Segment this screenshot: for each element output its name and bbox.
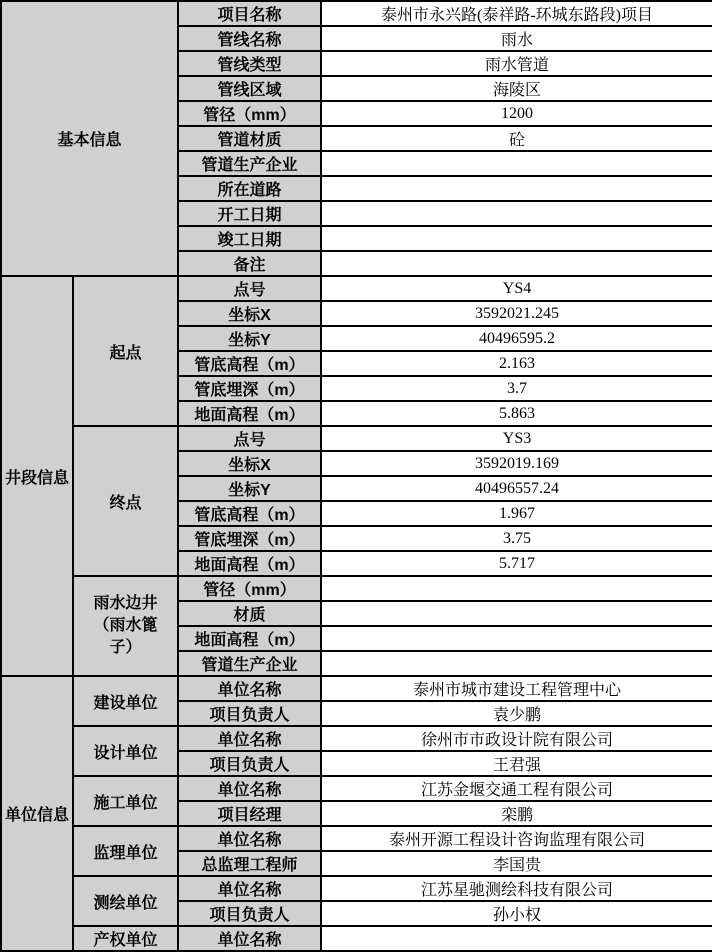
field-value: 2.163 bbox=[321, 351, 712, 376]
field-value: 泰州市城市建设工程管理中心 bbox=[321, 676, 712, 701]
field-value: 40496557.24 bbox=[321, 476, 712, 501]
field-label: 单位名称 bbox=[178, 876, 321, 901]
section-unit-info: 单位信息 bbox=[1, 676, 73, 951]
field-label: 管底埋深（m） bbox=[178, 376, 321, 401]
field-label: 地面高程（m） bbox=[178, 626, 321, 651]
field-label: 管底埋深（m） bbox=[178, 526, 321, 551]
field-value: 砼 bbox=[321, 126, 712, 151]
field-value bbox=[321, 151, 712, 176]
field-label: 开工日期 bbox=[178, 201, 321, 226]
field-label: 项目负责人 bbox=[178, 901, 321, 926]
field-value: 袁少鹏 bbox=[321, 701, 712, 726]
field-label: 项目名称 bbox=[178, 1, 321, 26]
field-label: 单位名称 bbox=[178, 826, 321, 851]
field-label: 点号 bbox=[178, 426, 321, 451]
field-value: YS4 bbox=[321, 276, 712, 301]
section-basic-info: 基本信息 bbox=[1, 1, 178, 276]
field-value: 40496595.2 bbox=[321, 326, 712, 351]
field-value: 栾鹏 bbox=[321, 801, 712, 826]
group-construction-unit: 施工单位 bbox=[73, 776, 178, 826]
field-value bbox=[321, 626, 712, 651]
field-value: 孙小权 bbox=[321, 901, 712, 926]
field-label: 坐标Y bbox=[178, 476, 321, 501]
field-value: 3592021.245 bbox=[321, 301, 712, 326]
field-label: 管径（mm） bbox=[178, 576, 321, 601]
field-value bbox=[321, 601, 712, 626]
field-value bbox=[321, 576, 712, 601]
field-value: 1200 bbox=[321, 101, 712, 126]
field-value: 雨水管道 bbox=[321, 51, 712, 76]
group-start-point: 起点 bbox=[73, 276, 178, 426]
field-value bbox=[321, 226, 712, 251]
field-value: 3592019.169 bbox=[321, 451, 712, 476]
field-value: 5.863 bbox=[321, 401, 712, 426]
field-value: 李国贵 bbox=[321, 851, 712, 876]
group-rainwater-gully-well: 雨水边井（雨水篦子） bbox=[73, 576, 178, 676]
group-surveying-unit: 测绘单位 bbox=[73, 876, 178, 926]
field-label: 管底高程（m） bbox=[178, 351, 321, 376]
field-value bbox=[321, 251, 712, 276]
field-value: 3.75 bbox=[321, 526, 712, 551]
field-label: 单位名称 bbox=[178, 776, 321, 801]
field-label: 坐标Y bbox=[178, 326, 321, 351]
field-value: 泰州市永兴路(泰祥路-环城东路段)项目 bbox=[321, 1, 712, 26]
field-value bbox=[321, 651, 712, 676]
field-label: 坐标X bbox=[178, 451, 321, 476]
field-value: 江苏金堰交通工程有限公司 bbox=[321, 776, 712, 801]
field-value: 1.967 bbox=[321, 501, 712, 526]
field-label: 管道生产企业 bbox=[178, 651, 321, 676]
group-design-unit: 设计单位 bbox=[73, 726, 178, 776]
field-value bbox=[321, 176, 712, 201]
group-supervision-unit: 监理单位 bbox=[73, 826, 178, 876]
field-value: 王君强 bbox=[321, 751, 712, 776]
group-construction-owner-unit: 建设单位 bbox=[73, 676, 178, 726]
field-value bbox=[321, 201, 712, 226]
field-label: 管线名称 bbox=[178, 26, 321, 51]
field-label: 管径（mm） bbox=[178, 101, 321, 126]
field-value: 泰州开源工程设计咨询监理有限公司 bbox=[321, 826, 712, 851]
group-property-rights-unit: 产权单位 bbox=[73, 926, 178, 951]
field-value: 徐州市市政设计院有限公司 bbox=[321, 726, 712, 751]
field-value: YS3 bbox=[321, 426, 712, 451]
field-label: 单位名称 bbox=[178, 926, 321, 951]
field-value: 3.7 bbox=[321, 376, 712, 401]
field-value: 江苏星驰测绘科技有限公司 bbox=[321, 876, 712, 901]
group-end-point: 终点 bbox=[73, 426, 178, 576]
field-label: 管道材质 bbox=[178, 126, 321, 151]
field-label: 项目负责人 bbox=[178, 751, 321, 776]
field-label: 项目经理 bbox=[178, 801, 321, 826]
field-label: 单位名称 bbox=[178, 676, 321, 701]
field-label: 管线区域 bbox=[178, 76, 321, 101]
field-label: 竣工日期 bbox=[178, 226, 321, 251]
field-label: 项目负责人 bbox=[178, 701, 321, 726]
field-label: 所在道路 bbox=[178, 176, 321, 201]
field-value: 雨水 bbox=[321, 26, 712, 51]
field-label: 材质 bbox=[178, 601, 321, 626]
field-label: 管线类型 bbox=[178, 51, 321, 76]
field-label: 点号 bbox=[178, 276, 321, 301]
field-label: 备注 bbox=[178, 251, 321, 276]
field-value: 海陵区 bbox=[321, 76, 712, 101]
field-label: 管道生产企业 bbox=[178, 151, 321, 176]
field-label: 总监理工程师 bbox=[178, 851, 321, 876]
field-label: 单位名称 bbox=[178, 726, 321, 751]
field-label: 管底高程（m） bbox=[178, 501, 321, 526]
section-well-segment-info: 井段信息 bbox=[1, 276, 73, 676]
field-label: 坐标X bbox=[178, 301, 321, 326]
field-value: 5.717 bbox=[321, 551, 712, 576]
field-label: 地面高程（m） bbox=[178, 401, 321, 426]
field-label: 地面高程（m） bbox=[178, 551, 321, 576]
field-value bbox=[321, 926, 712, 951]
